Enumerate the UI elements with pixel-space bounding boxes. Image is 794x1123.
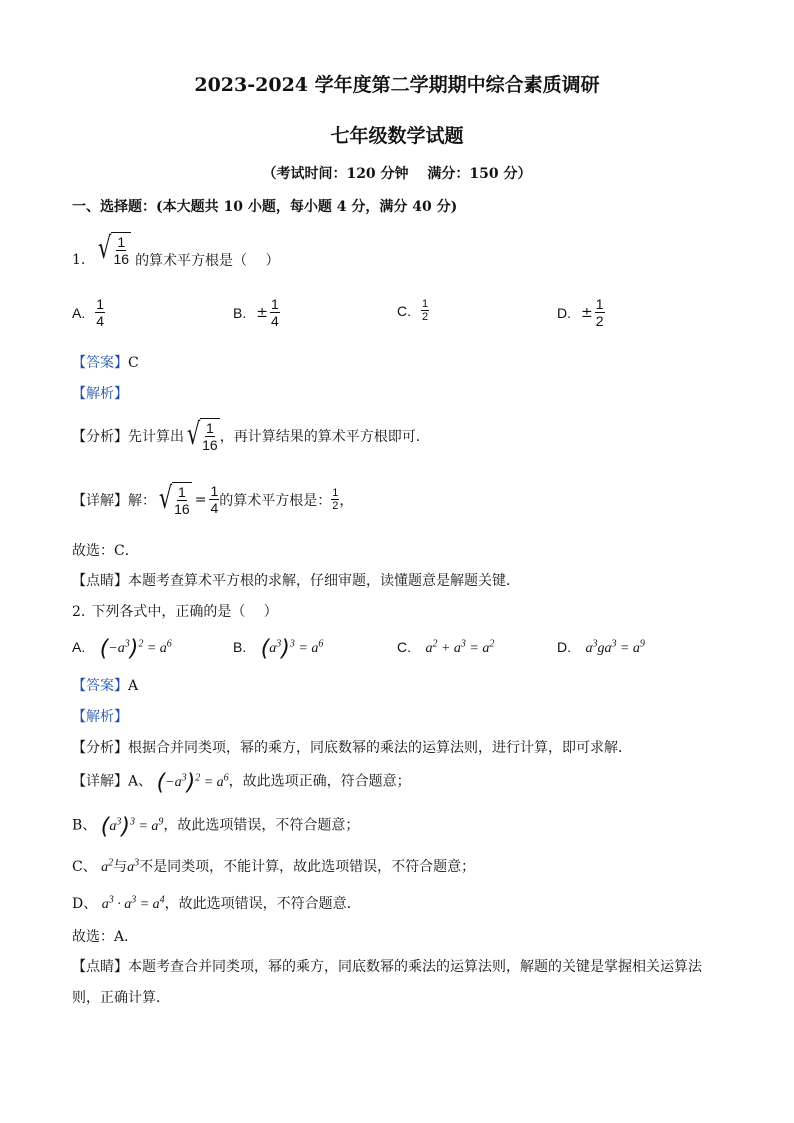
option-b xyxy=(233,296,280,329)
xiangjie-pre: 解： xyxy=(128,492,156,509)
question-2 xyxy=(72,601,278,621)
option-label: C. xyxy=(397,302,411,319)
page-subtitle: 七年级数学试题 xyxy=(330,125,464,147)
q2-conclusion: 故选：A． xyxy=(72,929,139,945)
fenxi-text: 根据合并同类项，幂的乘方，同底数幂的乘法的运算法则，进行计算，即可求解． xyxy=(128,740,632,756)
xj-suffix: ，故此选项错误，不符合题意． xyxy=(164,896,361,912)
xj-suffix: ，故此选项错误，不符合题意； xyxy=(163,817,360,834)
q2-dianjing-cont: 则，正确计算． xyxy=(72,990,170,1006)
option-label: C. xyxy=(397,638,411,655)
frac-num: 1 xyxy=(178,484,186,500)
question-stem: 的算术平方根是（ ） xyxy=(135,253,280,269)
xj-prefix: B、 xyxy=(72,817,97,834)
analysis-tag: 【解析】 xyxy=(72,386,128,402)
math-expression: $(a^3)^3 = a^6$ xyxy=(260,636,324,661)
plus-minus: ± xyxy=(256,304,268,321)
radical-sign: √ xyxy=(158,481,173,516)
question-number: 2. xyxy=(72,604,86,620)
frac-num: 1 xyxy=(117,233,126,250)
dianjing-text: 本题考查合并同类项，幂的乘方，同底数幂的乘法的运算法则，解题的关键是掌握相关运算法 xyxy=(128,959,702,975)
dianjing-text: 本题考查算术平方根的求解，仔细审题，读懂题意是解题关键． xyxy=(128,573,520,589)
q2-answer-line xyxy=(72,675,138,695)
q2-option-c xyxy=(397,638,494,657)
fenxi-post: ，再计算结果的算术平方根即可． xyxy=(219,428,430,445)
xj-suffix: ，故此选项正确，符合题意； xyxy=(228,773,411,790)
sqrt-expression xyxy=(184,418,220,453)
dianjing-tag: 【点睛】 xyxy=(72,959,128,975)
xj-mid: 与 xyxy=(113,859,128,875)
option-label: A. xyxy=(72,638,86,655)
q2-fenxi xyxy=(72,737,632,757)
question-stem: 下列各式中，正确的是（ ） xyxy=(91,604,278,620)
frac-den: 2 xyxy=(422,311,429,323)
frac-num: 1 xyxy=(206,420,214,436)
q1-conclusion: 故选：C． xyxy=(72,543,139,559)
answer-value: A xyxy=(128,678,139,694)
answer-tag: 【答案】 xyxy=(72,678,128,694)
radical-sign: √ xyxy=(98,230,112,266)
xj-suffix: 不是同类项，不能计算，故此选项错误，不符合题意； xyxy=(139,859,476,875)
frac-num: 1 xyxy=(270,296,279,312)
section-heading: 一、选择题：(本大题共 10 小题，每小题 4 分，满分 40 分) xyxy=(72,199,458,215)
frac-den: 16 xyxy=(202,437,218,453)
xiangjie-mid: 的算术平方根是： xyxy=(219,492,332,509)
xj-prefix: C、 xyxy=(72,859,97,875)
frac-den: 4 xyxy=(96,313,105,329)
answer-tag: 【答案】 xyxy=(72,355,128,371)
option-d xyxy=(557,296,605,329)
frac-num: 1 xyxy=(210,483,219,499)
sqrt-expression xyxy=(95,232,131,267)
q1-dianjing xyxy=(72,570,520,590)
radical-sign: √ xyxy=(186,417,201,452)
frac-den: 4 xyxy=(270,313,279,329)
option-label: D. xyxy=(557,638,571,655)
xiangjie-end: ， xyxy=(339,492,354,509)
frac-den: 16 xyxy=(113,250,130,267)
option-label: B. xyxy=(233,638,247,655)
frac-den: 4 xyxy=(210,500,219,516)
frac-den: 2 xyxy=(332,500,339,512)
q2-xiangjie-a xyxy=(72,770,411,795)
frac-den: 2 xyxy=(595,313,604,329)
frac-num: 1 xyxy=(332,487,339,499)
math-expression: $a^2$ xyxy=(101,857,114,875)
math-expression: $(-a^3)^2 = a^6$ xyxy=(156,770,229,795)
fenxi-tag: 【分析】 xyxy=(72,740,128,756)
option-c xyxy=(397,298,429,323)
fenxi-tag: 【分析】 xyxy=(72,428,128,445)
q2-xiangjie-d xyxy=(72,893,361,913)
q2-dianjing xyxy=(72,956,702,976)
equals-sign: = xyxy=(194,491,207,508)
math-expression: $(-a^3)^2 = a^6$ xyxy=(99,636,172,661)
exam-info: （考试时间：120 分钟 满分：150 分） xyxy=(262,166,532,182)
sqrt-expression xyxy=(156,482,192,517)
xj-prefix: D、 xyxy=(72,896,98,912)
q2-xiangjie-b xyxy=(72,814,359,839)
q2-analysis-tag: 【解析】 xyxy=(72,709,128,725)
math-expression: $a^2 + a^3 = a^2$ xyxy=(425,638,495,656)
fenxi-pre: 先计算出 xyxy=(128,428,184,445)
q2-option-d xyxy=(557,638,645,657)
answer-value: C xyxy=(128,355,139,371)
q1-fenxi xyxy=(72,418,430,453)
math-expression: $a^3 \cdot a^3 = a^4$ xyxy=(101,894,165,912)
xiangjie-tag: 【详解】 xyxy=(72,773,128,790)
option-label: B. xyxy=(233,304,247,321)
dianjing-tag: 【点睛】 xyxy=(72,573,128,589)
answer-line xyxy=(72,352,139,372)
page-title: 2023-2024 学年度第二学期期中综合素质调研 xyxy=(194,74,600,96)
question-1 xyxy=(72,228,280,270)
plus-minus: ± xyxy=(581,304,593,321)
math-expression: $(a^3)^3 = a^9$ xyxy=(100,814,164,839)
q2-option-b xyxy=(233,636,323,661)
xiangjie-tag: 【详解】 xyxy=(72,492,128,509)
option-a xyxy=(72,296,105,329)
frac-num: 1 xyxy=(595,296,604,312)
frac-den: 16 xyxy=(174,501,190,517)
frac-num: 1 xyxy=(422,298,429,310)
xj-prefix: A、 xyxy=(128,773,153,790)
math-expression: $a^3$ xyxy=(127,857,140,875)
question-number: 1. xyxy=(72,252,86,268)
q1-xiangjie xyxy=(72,482,353,517)
frac-num: 1 xyxy=(96,296,105,312)
q2-xiangjie-c xyxy=(72,856,475,876)
q2-option-a xyxy=(72,636,172,661)
option-label: A. xyxy=(72,304,86,321)
math-expression: $a^3ga^3 = a^9$ xyxy=(585,638,645,656)
option-label: D. xyxy=(557,304,571,321)
